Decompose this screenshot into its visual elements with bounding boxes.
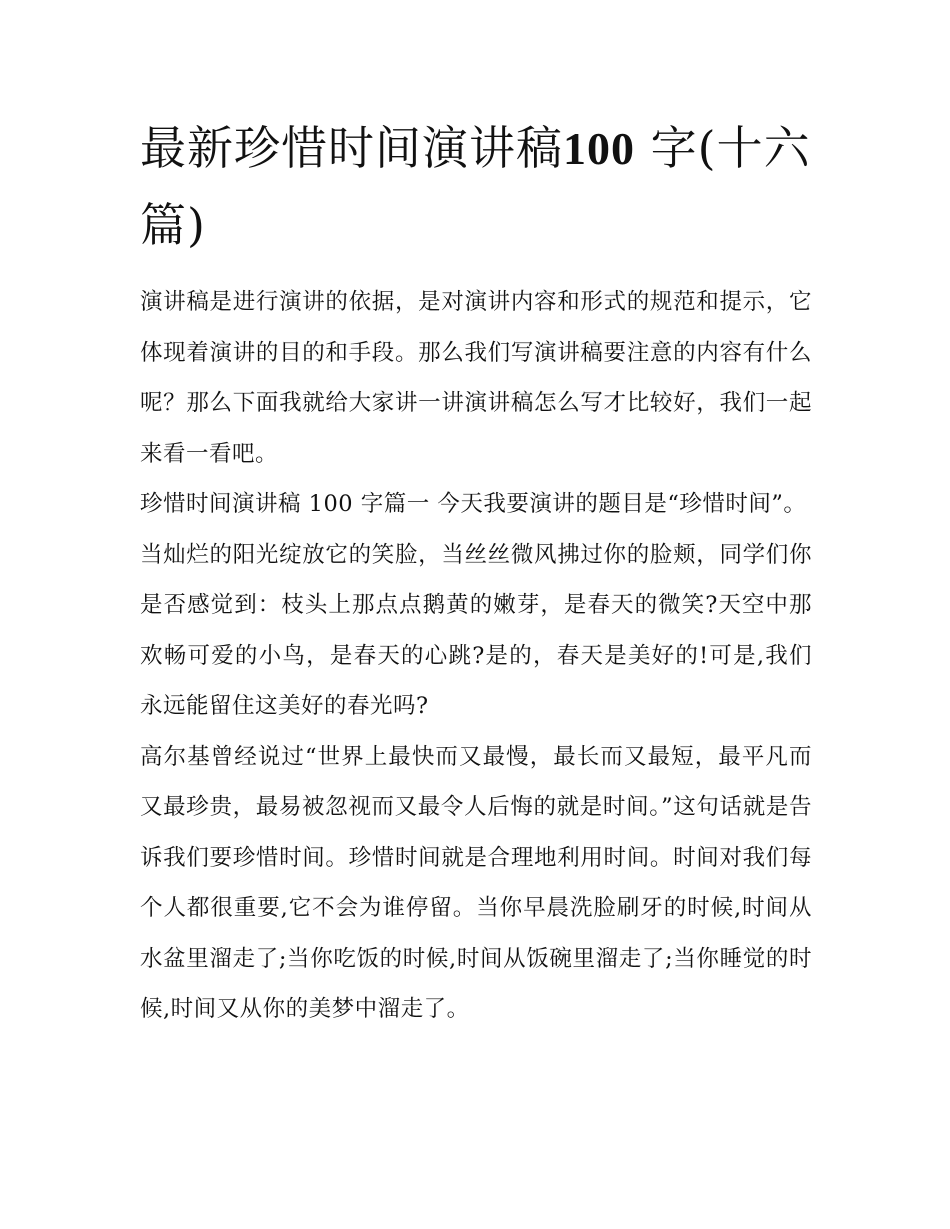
body-paragraph: 高尔基曾经说过“世界上最快而又最慢，最长而又最短，最平凡而又最珍贵，最易被忽视而又最令人后悔的就是时间。”这句话就是告诉我们要珍惜时间。珍惜时间就是合理地利用时间。时间对我们每个人都很重要,它不会为谁停留。当你早晨洗脸刷牙的时候,时间从水盆里溜走了;当你吃饭的时候,时间从饭碗里溜走了;当你睡觉的时候,时间又从你的美梦中溜走了。 <box>140 743 812 1022</box>
title-number: 100 <box>563 123 635 174</box>
document-title <box>140 110 812 263</box>
section-heading-paragraph: 珍惜时间演讲稿 100 字篇一 今天我要演讲的题目是“珍惜时间”。 <box>140 491 807 517</box>
title-prefix: 最新珍惜时间演讲稿 <box>140 121 563 175</box>
intro-paragraph: 演讲稿是进行演讲的依据，是对演讲内容和形式的规范和提示，它体现着演讲的目的和手段。那么我们写演讲稿要注意的内容有什么呢？那么下面我就给大家讲一讲演讲稿怎么写才比较好，我们一起来看一看吧。 <box>140 289 812 467</box>
title-suffix: 字(十六篇) <box>140 121 811 252</box>
document-page <box>140 110 812 1035</box>
body-paragraph: 当灿烂的阳光绽放它的笑脸，当丝丝微风拂过你的脸颊，同学们你是否感觉到：枝头上那点点鹅黄的嫩芽，是春天的微笑?天空中那欢畅可爱的小鸟，是春天的心跳?是的，春天是美好的!可是,我们永远能留住这美好的春光吗? <box>140 541 812 719</box>
